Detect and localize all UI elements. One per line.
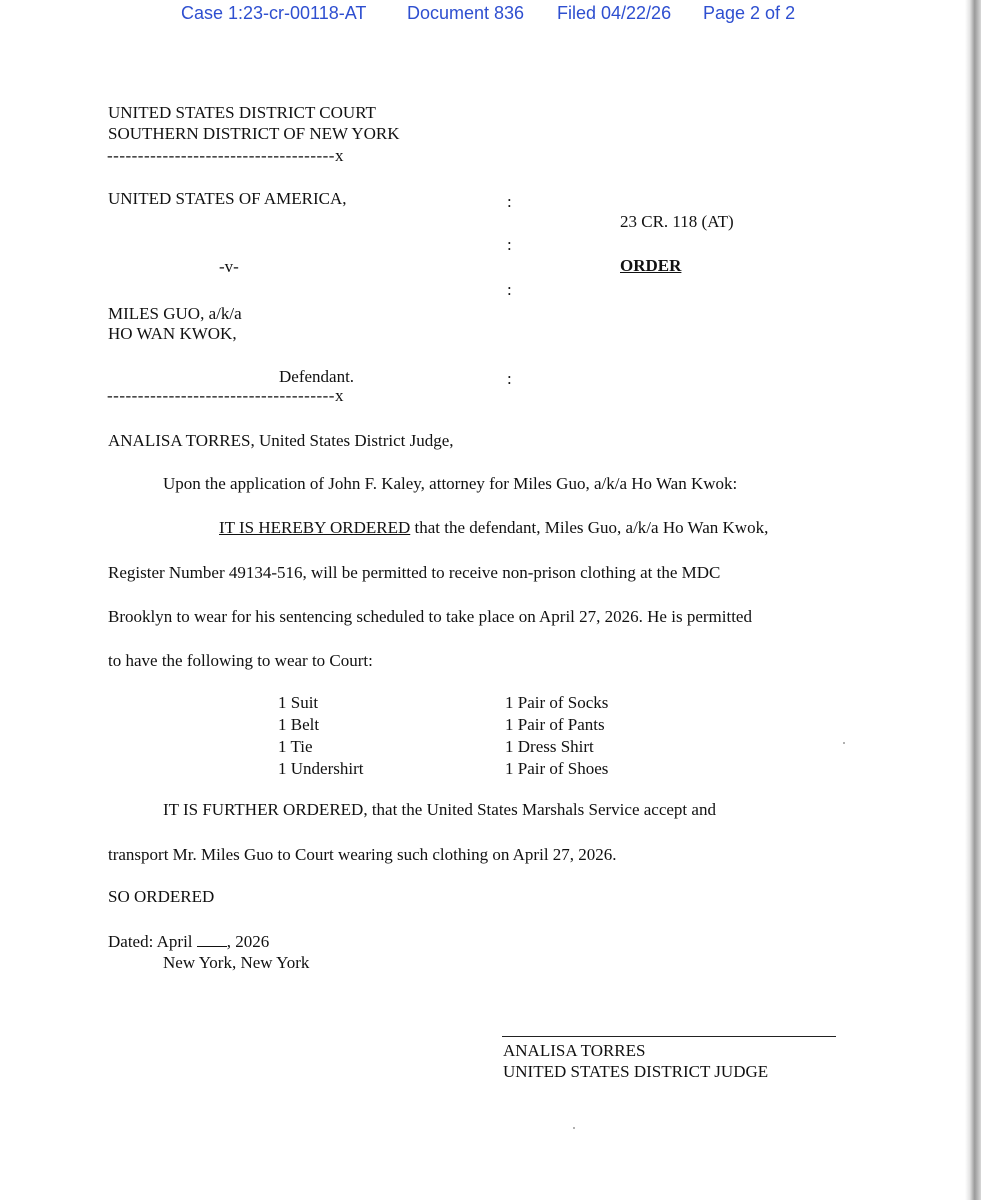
court-name-line1: UNITED STATES DISTRICT COURT (108, 103, 376, 122)
list-item: 1 Tie (278, 737, 313, 756)
filed-date-header: Filed 04/22/26 (557, 3, 672, 23)
dated-suffix: , 2026 (226, 932, 270, 951)
judge-name: ANALISA TORRES (503, 1041, 646, 1060)
list-item: 1 Pair of Socks (505, 693, 609, 712)
page-edge-shadow (965, 0, 981, 1200)
judge-line: ANALISA TORRES, United States District Judge, (108, 431, 454, 450)
order-paragraph-line3: Brooklyn to wear for his sentencing scheduled to take place on April 27, 2026. He is permitted (108, 607, 752, 626)
defendant-name-line1: MILES GUO, a/k/a (108, 304, 242, 323)
signature-line (502, 1036, 836, 1037)
order-paragraph-line1 (219, 518, 768, 538)
page-count-header: Page 2 of 2 (703, 3, 796, 23)
list-item: 1 Undershirt (278, 759, 364, 778)
caption-divider-top: -------------------------------------x (107, 146, 344, 165)
plaintiff-name: UNITED STATES OF AMERICA, (108, 189, 347, 208)
order-line1-text: that the defendant, Miles Guo, a/k/a Ho Wan Kwok, (410, 518, 769, 537)
so-ordered: SO ORDERED (108, 887, 215, 906)
location-line: New York, New York (163, 953, 310, 972)
case-number: 23 CR. 118 (AT) (620, 212, 734, 231)
further-order-line1: IT IS FURTHER ORDERED, that the United States Marshals Service accept and (163, 800, 716, 819)
caption-colon: : (507, 280, 512, 299)
versus-label: -v- (219, 257, 239, 276)
clothing-list-left (278, 692, 363, 780)
scan-speck (843, 742, 845, 744)
order-paragraph-line2: Register Number 49134-516, will be permitted to receive non-prison clothing at the MDC (108, 563, 721, 582)
judge-title: UNITED STATES DISTRICT JUDGE (503, 1062, 769, 1081)
order-lead-phrase: IT IS HEREBY ORDERED (219, 518, 411, 537)
scan-speck (573, 1127, 575, 1129)
caption-colon: : (507, 369, 512, 388)
date-blank (197, 932, 227, 947)
caption-colon: : (507, 192, 512, 211)
list-item: 1 Dress Shirt (505, 737, 594, 756)
court-name-line2: SOUTHERN DISTRICT OF NEW YORK (108, 124, 400, 143)
dated-prefix: Dated: April (108, 932, 197, 951)
order-title: ORDER (620, 256, 682, 275)
further-order-line2: transport Mr. Miles Guo to Court wearing such clothing on April 27, 2026. (108, 845, 617, 864)
dated-line (108, 932, 269, 952)
case-number-header: Case 1:23-cr-00118-AT (181, 3, 367, 23)
list-item: 1 Pair of Shoes (505, 759, 609, 778)
caption-colon: : (507, 235, 512, 254)
caption-divider-bottom: -------------------------------------x (107, 386, 344, 405)
defendant-name-line2: HO WAN KWOK, (108, 324, 237, 343)
list-item: 1 Belt (278, 715, 320, 734)
document-number-header: Document 836 (407, 3, 525, 23)
application-paragraph: Upon the application of John F. Kaley, attorney for Miles Guo, a/k/a Ho Wan Kwok: (163, 474, 738, 493)
defendant-role: Defendant. (279, 367, 355, 386)
list-item: 1 Suit (278, 693, 319, 712)
order-paragraph-line4: to have the following to wear to Court: (108, 651, 373, 670)
list-item: 1 Pair of Pants (505, 715, 605, 734)
clothing-list-right (505, 692, 608, 780)
